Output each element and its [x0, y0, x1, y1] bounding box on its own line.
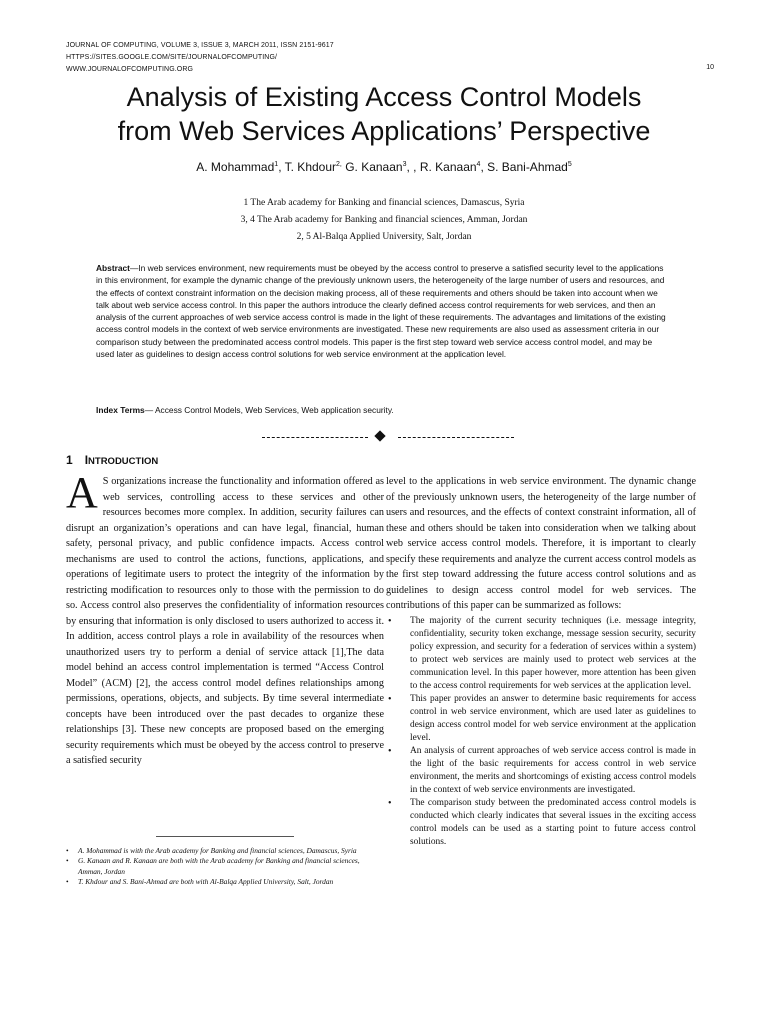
divider-line-right — [398, 437, 514, 439]
footnote — [66, 877, 384, 887]
affiliation: 2, 5 Al-Balqa Applied University, Salt, Jordan — [296, 232, 472, 242]
list-item — [386, 615, 696, 693]
author — [420, 160, 487, 174]
footnotes — [66, 846, 384, 888]
author-affiliation-mark: 5 — [567, 161, 572, 168]
footnote-bullet-icon: • — [66, 877, 69, 887]
intro-paragraph — [66, 468, 384, 769]
footnote — [66, 856, 384, 877]
journal-citation: JOURNAL OF COMPUTING, VOLUME 3, ISSUE 3, MARCH 2011, ISSN 2151-9617 — [66, 42, 334, 49]
list-item-text: This paper provides an answer to determine basic requirements for access control in web service environment, which are used later as guidelines to design access control model for web service environment at the application level. — [410, 693, 696, 743]
journal-website-link[interactable]: WWW.JOURNALOFCOMPUTING.ORG — [66, 66, 194, 73]
affiliations — [0, 195, 768, 246]
footnote — [66, 846, 384, 856]
abstract — [96, 262, 670, 360]
intro-left-text: S organizations increase the functionality and information offered as web services, controlling access to these services and other resources becomes more complex. In addition, security failures can disrupt an organization’s operations and can have legal, financial, human safety, personal privacy, and public confidence impacts. Access control mechanisms are used to control the actions, functions, applications, and operations of legitimate users to protect the integrity of the information by restricting modification to resources only to those with the permission to do so. Access control also preserves the confidentiality of information resources by ensuring that information is only disclosed to users authorized to access it. In addition, access control plays a role in availability of the resources when unauthorized users try to perform a denial of service attack [1],The data model behind an access control implementation is termed “Access Control Model” (ACM) [2], the access control model defines relationships among permissions, operations, objects, and subjects. By time several intermediate concepts have been introduced over the past decades to organize these relationships [3]. These new concepts are proposed based on the emerging security requirements which must be obeyed by the access control to preserve a satisfied security — [66, 476, 384, 766]
drop-cap: A — [66, 468, 98, 517]
author-affiliation-mark: 2, — [336, 161, 342, 168]
author-separator: , , — [406, 160, 420, 174]
section-number: 1 — [66, 453, 73, 467]
index-terms-label: Index Terms — [96, 405, 145, 415]
affiliation: 3, 4 The Arab academy for Banking and financial sciences, Amman, Jordan — [240, 215, 528, 225]
bullet-icon: • — [388, 745, 392, 757]
section-divider — [0, 426, 768, 442]
author-name: R. Kanaan — [419, 160, 477, 174]
abstract-label: Abstract — [96, 263, 130, 273]
affiliation: 1 The Arab academy for Banking and financial sciences, Damascus, Syria — [243, 198, 525, 208]
section-title-initial: I — [84, 453, 89, 467]
footnote-bullet-icon: • — [66, 846, 69, 855]
index-terms — [96, 404, 670, 416]
author-affiliation-mark: 3 — [402, 161, 407, 168]
footnote-text: T. Khdour and S. Bani-Ahmad are both with Al-Balqa Applied University, Salt, Jordan — [78, 877, 334, 887]
footnote-bullet-icon: • — [66, 856, 69, 866]
title-line-1: Analysis of Existing Access Control Models — [126, 82, 642, 112]
list-item-text: The majority of the current security techniques (i.e. message integrity, confidentiality, security token exchange, message session security, security policy expression, and security for a federation of services within a system) to protect web services are mainly used to protect web services at the communication level. In this paper however, more attention has been given to the access control requirements for web services at the application level. — [410, 615, 696, 691]
author-name: A. Mohammad — [196, 160, 275, 174]
author-name: G. Kanaan — [345, 160, 403, 174]
author-separator: , — [480, 160, 488, 174]
author — [285, 160, 346, 174]
divider-diamond-icon — [374, 430, 385, 441]
divider-line-left — [262, 437, 368, 439]
footnote-rule — [156, 836, 294, 837]
author-name: S. Bani-Ahmad — [487, 160, 568, 174]
page-number: 10 — [706, 64, 714, 71]
footnote-text: G. Kanaan and R. Kanaan are both with the Arab academy for Banking and financial sciences, Amman, Jordan — [78, 856, 360, 876]
author-list — [0, 158, 768, 174]
author-name: T. Khdour — [284, 160, 337, 174]
author — [345, 160, 420, 174]
author-affiliation-mark: 1 — [274, 161, 279, 168]
list-item — [386, 797, 696, 849]
author — [487, 160, 572, 174]
bullet-icon: • — [388, 693, 392, 705]
paper-title — [0, 80, 768, 148]
right-column — [386, 474, 696, 849]
contributions-list — [386, 615, 696, 849]
title-line-2: from Web Services Applications’ Perspective — [117, 116, 651, 146]
bullet-icon: • — [388, 615, 392, 627]
intro-continued-paragraph: level to the applications in web service environment. The dynamic change of the previously unknown users, the heterogeneity of the large number of users and resources, and the effects of context constraint information, all of these and others should be taken into consideration when we talking about web service access control models. Therefore, it is important to clearly specify these requirements and analyze the current access control models as the first step toward addressing the future access control solutions and as guidelines to design access control model for web services. The contributions of this paper can be summarized as follows: — [386, 476, 696, 611]
author-affiliation-mark: 4 — [476, 161, 481, 168]
author-separator: , — [278, 160, 285, 174]
left-column — [66, 468, 384, 769]
footnote-text: A. Mohammad is with the Arab academy for Banking and financial sciences, Damascus, Syria — [78, 846, 357, 855]
list-item-text: An analysis of current approaches of web service access control is made in the light of the basic requirements for access control in web service environment, the merits and shortcomings of existing access control models in the context of web service environments are investigated. — [410, 745, 696, 795]
list-item — [386, 745, 696, 797]
section-title-rest: NTRODUCTION — [88, 456, 159, 467]
index-terms-text: — Access Control Models, Web Services, Web application security. — [144, 405, 394, 415]
bullet-icon: • — [388, 797, 392, 809]
list-item — [386, 693, 696, 745]
author — [196, 160, 284, 174]
list-item-text: The comparison study between the predominated access control models is conducted which clearly indicates that several issues in the exciting access control models can be used as a starting point to future access control solutions. — [410, 797, 696, 847]
abstract-text: —In web services environment, new requirements must be obeyed by the access control to preserve a satisfied security level to the applications in this environment, for example the dynamic change of the previously unknown users, the heterogeneity of the large number of users and resources, and the effects of context constraint information on the decision making process, all of these requirements and others should be taken into account when we talk about web service access control. In this paper the authors introduce the clearly defined access control requirements for web services, and then an analysis of the current approaches of web service access control is made in the light of these requirements. The advantages and limitations of the existing access control models in the context of web service environments are investigated. These new requirements are also used as assessment criteria in our comparison study between the predominated access control models. This paper is the first step toward web service access control model, and may be used later as guidelines to design access control solutions for web service environment at the application level. — [96, 263, 666, 360]
journal-header — [66, 40, 334, 76]
journal-site-link[interactable]: HTTPS://SITES.GOOGLE.COM/SITE/JOURNALOFCOMPUTING/ — [66, 54, 278, 61]
section-heading — [66, 453, 158, 467]
